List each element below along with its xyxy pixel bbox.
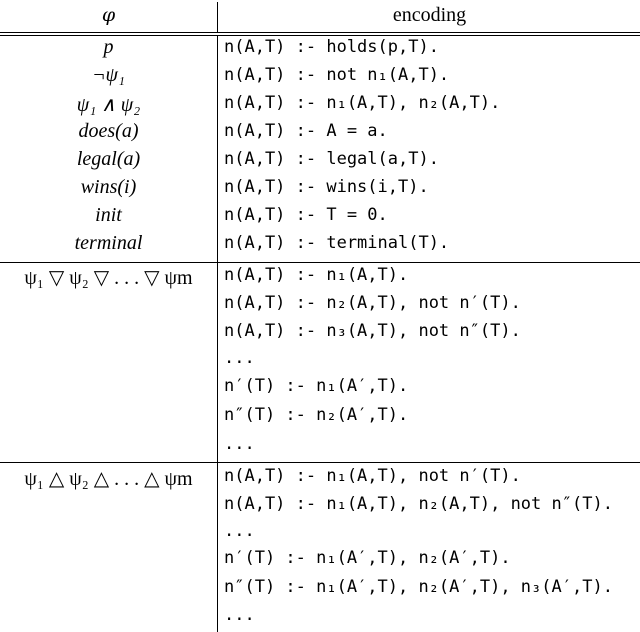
encoding-cell: n(A,T) :- terminal(T).: [224, 233, 450, 253]
encoding-cell: n(A,T) :- not n₁(A,T).: [224, 65, 450, 85]
formula-cell: ψ₁ ∧ ψ₂: [76, 94, 141, 116]
encoding-ellipsis: ...: [224, 605, 255, 625]
encoding-line: n(A,T) :- n₁(A,T), n₂(A,T), not n″(T).: [224, 494, 613, 514]
encoding-line: n″(T) :- n₂(A′,T).: [224, 405, 409, 425]
encoding-cell: n(A,T) :- legal(a,T).: [224, 149, 439, 169]
encoding-line: n′(T) :- n₁(A′,T), n₂(A′,T).: [224, 548, 511, 568]
encoding-cell: n(A,T) :- wins(i,T).: [224, 177, 429, 197]
formula-cell-disjunction: ψ₁ ▽ ψ₂ ▽ . . . ▽ ψm: [24, 267, 193, 289]
encoding-ellipsis: ...: [224, 348, 255, 368]
encoding-line: n(A,T) :- n₂(A,T), not n′(T).: [224, 293, 521, 313]
encoding-ellipsis: ...: [224, 434, 255, 454]
encoding-line: n(A,T) :- n₁(A,T), not n′(T).: [224, 466, 521, 486]
encoding-line: n′(T) :- n₁(A′,T).: [224, 376, 409, 396]
column-header-phi: φ: [101, 4, 116, 26]
formula-cell: ¬ψ₁: [92, 64, 125, 86]
encoding-line: n(A,T) :- n₁(A,T).: [224, 265, 409, 285]
encoding-cell: n(A,T) :- holds(p,T).: [224, 37, 439, 57]
header-rule-top: [0, 32, 640, 33]
formula-cell: terminal: [74, 232, 143, 254]
column-divider: [217, 35, 218, 632]
section-divider-2: [0, 462, 640, 463]
encoding-cell: n(A,T) :- T = 0.: [224, 205, 388, 225]
formula-cell: wins(i): [80, 176, 137, 198]
encoding-line: n″(T) :- n₁(A′,T), n₂(A′,T), n₃(A′,T).: [224, 577, 613, 597]
encoding-line: n(A,T) :- n₃(A,T), not n″(T).: [224, 321, 521, 341]
formula-cell: legal(a): [76, 148, 141, 170]
formula-cell-conjunction: ψ₁ △ ψ₂ △ . . . △ ψm: [24, 468, 193, 490]
encoding-ellipsis: ...: [224, 521, 255, 541]
section-divider-1: [0, 262, 640, 263]
column-header-encoding: encoding: [392, 4, 467, 26]
encoding-cell: n(A,T) :- n₁(A,T), n₂(A,T).: [224, 93, 501, 113]
formula-cell: p: [103, 36, 114, 58]
encoding-cell: n(A,T) :- A = a.: [224, 121, 388, 141]
formula-cell: init: [95, 204, 122, 226]
formula-cell: does(a): [78, 120, 139, 142]
column-divider-header: [217, 2, 218, 32]
